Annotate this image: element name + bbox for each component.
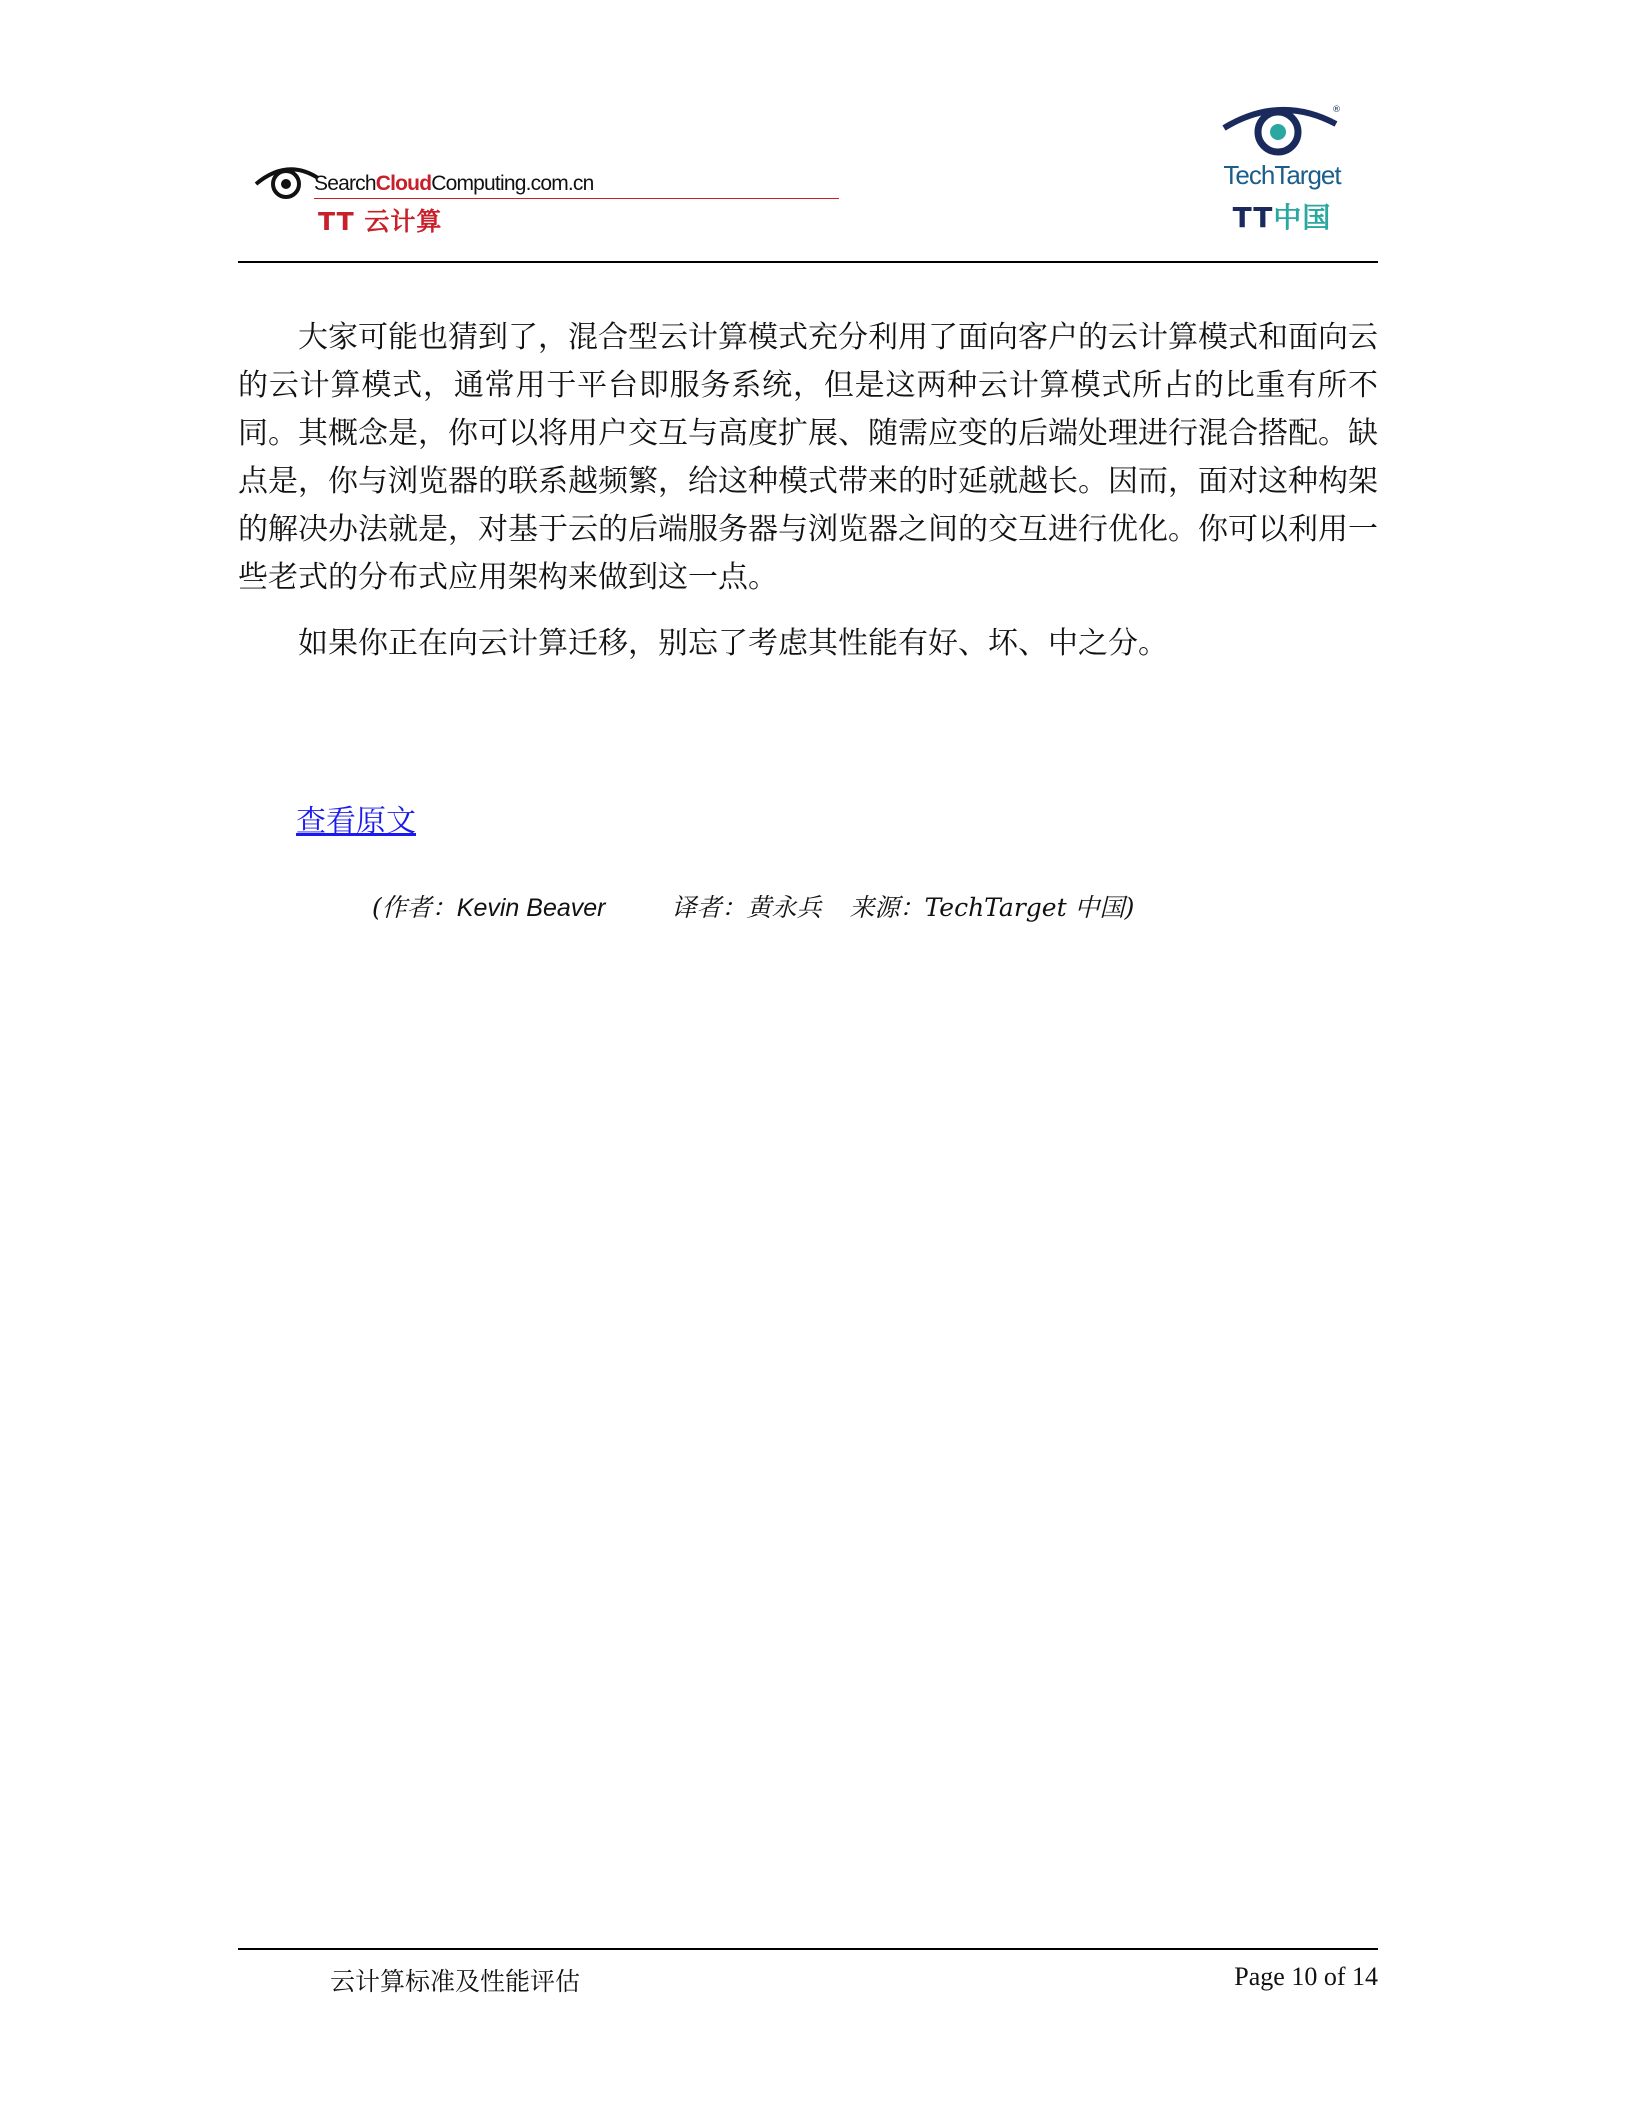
- logo-subtitle: TT 云计算: [318, 207, 443, 236]
- footer-title: 云计算标准及性能评估: [330, 1967, 581, 1996]
- paragraph-1: 大家可能也猜到了，混合型云计算模式充分利用了面向客户的云计算模式和面向云的云计算模式，通常用于平台即服务系统，但是这两种云计算模式所占的比重有所不同。其概念是，你可以将用户交互与高度扩展、随需应变的后端处理进行混合搭配。缺点是，你与浏览器的联系越频繁，给这种模式带来的时延就越长。因而，面对这种构架的解决办法就是，对基于云的后端服务器与浏览器之间的交互进行优化。你可以利用一些老式的分布式应用架构来做到这一点。: [238, 320, 1378, 595]
- searchcloudcomputing-logo: [252, 152, 594, 236]
- techtarget-wordmark: TechTarget: [1223, 160, 1341, 190]
- source-name: TechTarget 中国: [924, 893, 1125, 922]
- header-divider: [238, 261, 1378, 263]
- logo-brand-text: SearchCloudComputing.com.cn: [314, 172, 594, 195]
- author-name: Kevin Beaver: [456, 894, 606, 922]
- eye-icon: [252, 158, 322, 202]
- eye-icon: [1220, 100, 1340, 162]
- registered-mark: ®: [1332, 105, 1341, 115]
- article-credit: (作者：Kevin Beaver 译者：黄永兵 来源：TechTarget 中国): [372, 893, 1135, 922]
- page-number: Page 10 of 14: [1234, 1962, 1378, 1991]
- article-body: [238, 314, 1378, 668]
- paragraph-2: 如果你正在向云计算迁移，别忘了考虑其性能有好、坏、中之分。: [298, 626, 1168, 661]
- translator-name: 黄永兵: [746, 893, 822, 922]
- tt-china-wordmark: TT中国: [1232, 201, 1332, 234]
- view-original-link[interactable]: 查看原文: [296, 804, 416, 839]
- logo-rule: [314, 198, 839, 199]
- techtarget-logo: [1212, 100, 1352, 235]
- footer-divider: [238, 1948, 1378, 1950]
